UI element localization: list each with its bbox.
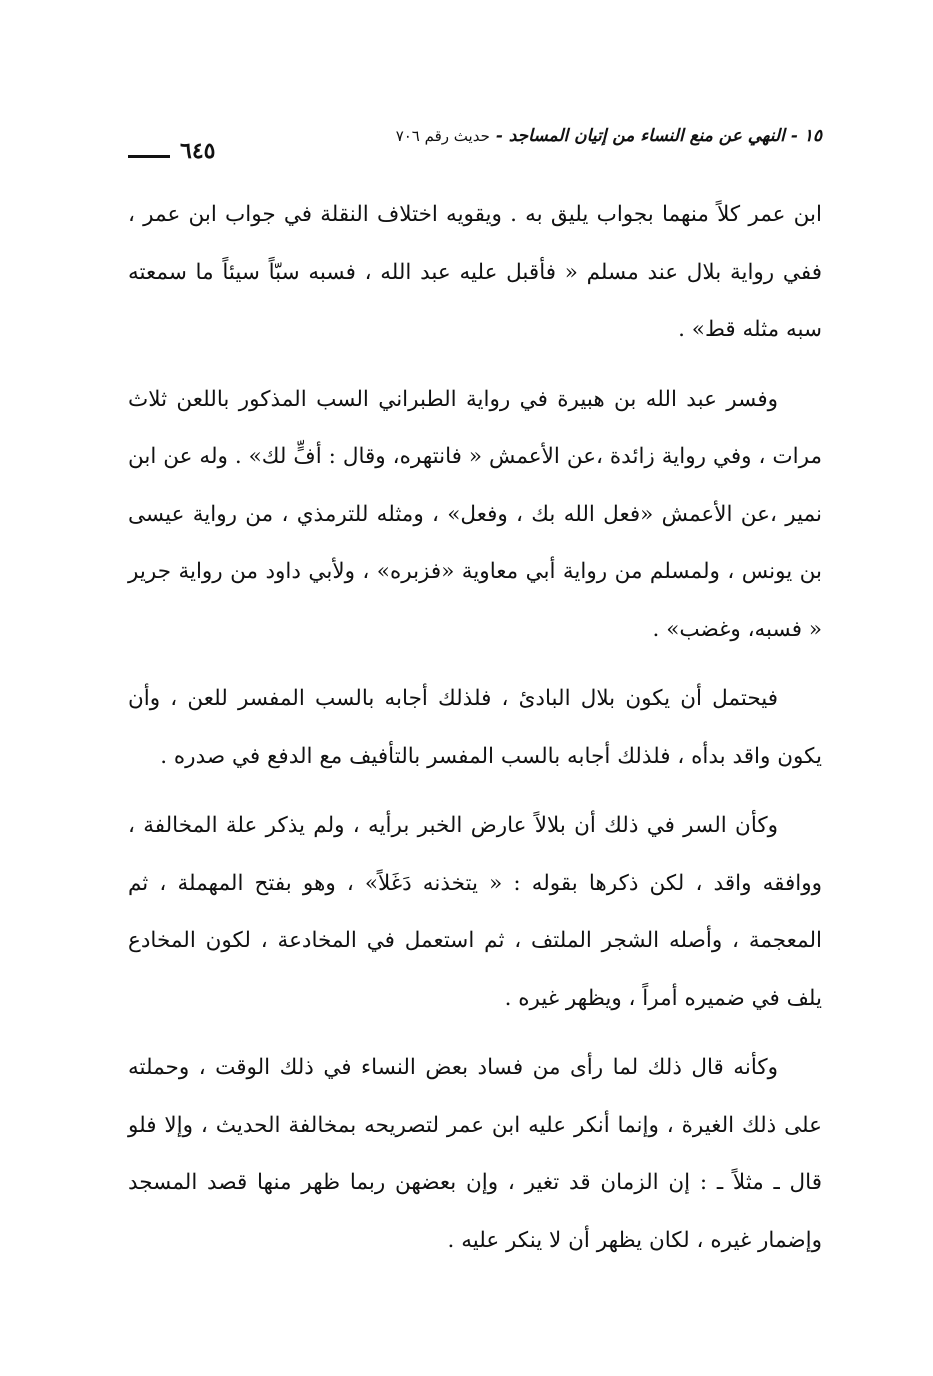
hadith-reference: حديث رقم ٧٠٦ bbox=[395, 127, 490, 145]
running-title bbox=[396, 126, 822, 146]
paragraph: وكأن السر في ذلك أن بلالاً عارض الخبر برأيه ، ولم يذكر علة المخالفة ، ووافقه واقد ، لكن ذكرها بقوله : « يتخذنه دَغَلاً» ، وهو بفتح المهملة ، ثم المعجمة ، وأصله الشجر الملتف ، ثم استعمل في المخادعة ، لكون المخادع يلف في ضميره أمراً ، ويظهر غيره . bbox=[128, 813, 822, 1011]
body-text bbox=[128, 186, 822, 1281]
paragraph: فيحتمل أن يكون بلال البادئ ، فلذلك أجابه بالسب المفسر للعن ، وأن يكون واقد بدأه ، فلذلك أجابه بالسب المفسر بالتأفيف مع الدفع في صدره . bbox=[128, 686, 822, 769]
page-number-dash bbox=[128, 155, 170, 158]
page-header bbox=[128, 122, 822, 170]
paragraph-continuation: ابن عمر كلاً منهما بجواب يليق به . ويقويه اختلاف النقلة في جواب ابن عمر ، ففي رواية بلال عند مسلم « فأقبل عليه عبد الله ، فسبه سبّاً سيئاً ما سمعته سبه مثله قط» . bbox=[128, 202, 822, 342]
paragraph: وفسر عبد الله بن هبيرة في رواية الطبراني السب المذكور باللعن ثلاث مرات ، وفي رواية زائدة ،عن الأعمش « فانتهره، وقال : أفٍّ لك» . وله عن ابن نمير ،عن الأعمش «فعل الله بك ، وفعل» ، ومثله للترمذي ، من رواية عيسى بن يونس ، ولمسلم من رواية أبي معاوية «فزبره» ، ولأبي داود من رواية جرير « فسبه، وغضب» . bbox=[128, 386, 822, 642]
page-number: ٦٤٥ bbox=[180, 138, 216, 164]
chapter-title: ١٥ - النهي عن منع النساء من إتيان المساجد - bbox=[495, 126, 822, 146]
paragraph: وكأنه قال ذلك لما رأى من فساد بعض النساء في ذلك الوقت ، وحملته على ذلك الغيرة ، وإنما أنكر عليه ابن عمر لتصريحه بمخالفة الحديث ، وإلا فلو قال ـ مثلاً ـ : إن الزمان قد تغير ، وإن بعضهن ربما ظهر منها قصد المسجد وإضمار غيره ، لكان يظهر أن لا ينكر عليه . bbox=[128, 1055, 822, 1253]
